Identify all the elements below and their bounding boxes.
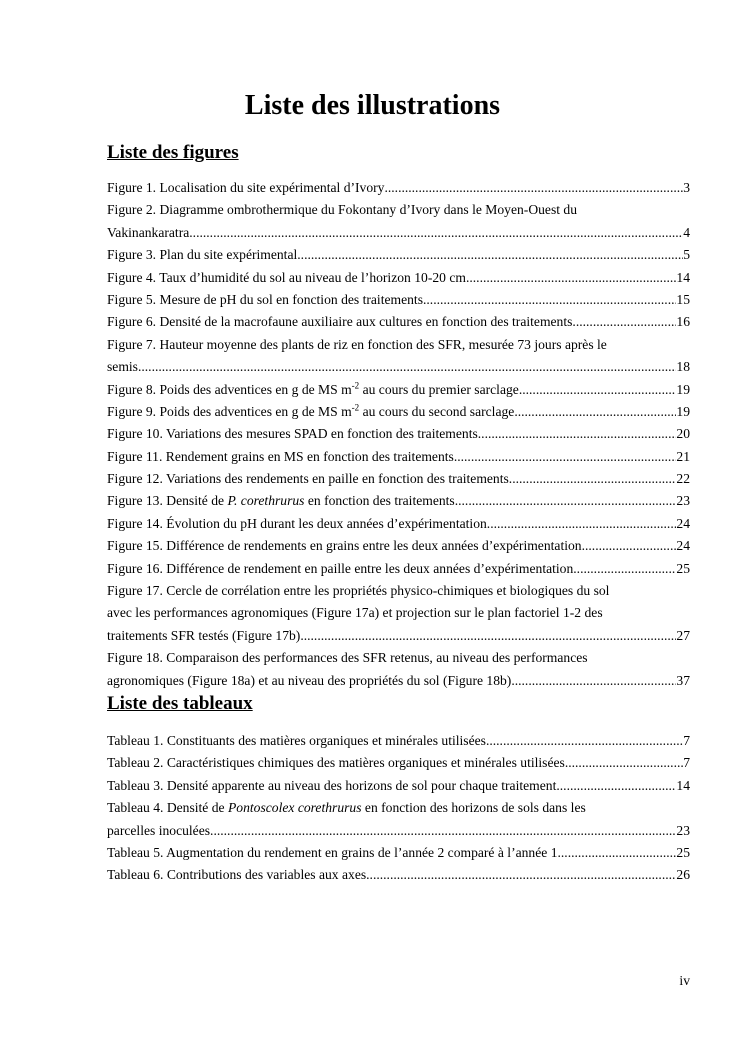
figure-entry-10[interactable]: Figure 10. Variations des mesures SPAD en fonction des traitements ..... 20 [107, 423, 690, 445]
page-ref: 14 [676, 269, 690, 285]
figure-entry-7[interactable]: Figure 7. Hauteur moyenne des plants de riz en fonction des SFR, mesurée 73 jours après le semis ..... 18 [107, 334, 690, 379]
page-ref: 18 [676, 359, 690, 375]
figure-entry-3[interactable]: Figure 3. Plan du site expérimental ..... 5 [107, 244, 690, 266]
page-ref: 19 [676, 403, 690, 419]
figure-entry-5[interactable]: Figure 5. Mesure de pH du sol en fonction des traitements ..... 15 [107, 289, 690, 311]
figure-entry-18[interactable]: Figure 18. Comparaison des performances des SFR retenus, au niveau des performances agronomiques (Figure 18a) et au niveau des propriétés du sol (Figure 18b).. ..... 37 [107, 647, 690, 692]
table-entry-4[interactable]: Tableau 4. Densité de Pontoscolex corethrurus en fonction des horizons de sols dans les parcelles inoculées ..... 23 [107, 797, 690, 842]
page-ref: 25 [676, 844, 690, 860]
page-ref: 15 [676, 291, 690, 307]
figure-entry-14[interactable]: Figure 14. Évolution du pH durant les deux années d’expérimentation ..... 24 [107, 513, 690, 535]
page-ref: 24 [676, 538, 690, 554]
page-ref: 25 [676, 560, 690, 576]
page-ref: 7 [683, 733, 690, 748]
page-ref: 5 [683, 247, 690, 263]
figure-entry-16[interactable]: Figure 16. Différence de rendement en paille entre les deux années d’expérimentation ..... 25 [107, 558, 690, 580]
table-entry-5[interactable]: Tableau 5. Augmentation du rendement en grains de l’année 2 comparé à l’année 1 ..... 25 [107, 842, 690, 864]
page-ref: 14 [676, 777, 690, 793]
figures-heading: Liste des figures [107, 142, 239, 163]
page-ref: 4 [683, 224, 690, 240]
figure-entry-4[interactable]: Figure 4. Taux d’humidité du sol au niveau de l’horizon 10-20 cm ..... 14 [107, 267, 690, 289]
figure-entry-9[interactable]: Figure 9. Poids des adventices en g de MS $m^{-2}$ au cours du second sarclage ..... 19 [107, 401, 690, 423]
table-entry-6[interactable]: Tableau 6. Contributions des variables aux axes ..... 26 [107, 864, 690, 886]
page-title: Liste des illustrations [244, 90, 501, 121]
table-entry-1[interactable]: Tableau 1. Constituants des matières organiques et minérales utilisées ..... 7 [107, 730, 690, 752]
page-ref: 23 [676, 493, 690, 509]
page-ref: 23 [676, 822, 690, 838]
page-ref: 21 [676, 448, 690, 464]
table-entry-3[interactable]: Tableau 3. Densité apparente au niveau des horizons de sol pour chaque traitement ..... 14 [107, 775, 690, 797]
page-ref: 22 [676, 471, 690, 487]
page-ref: 16 [676, 314, 690, 330]
page-ref: 3 [683, 180, 690, 195]
page-ref: 26 [676, 867, 690, 883]
page-ref: 37 [676, 672, 690, 688]
figure-entry-15[interactable]: Figure 15. Différence de rendements en grains entre les deux années d’expérimentation ..... 24 [107, 535, 690, 557]
tables-list [107, 730, 690, 887]
figure-entry-12[interactable]: Figure 12. Variations des rendements en paille en fonction des traitements ..... 22 [107, 468, 690, 490]
page-ref: 7 [683, 755, 690, 771]
page-ref: 20 [676, 426, 690, 442]
figure-entry-8[interactable]: Figure 8. Poids des adventices en g de MS $m^{-2}$ au cours du premier sarclage ..... 19 [107, 379, 690, 401]
figure-entry-1[interactable]: Figure 1. Localisation du site expérimental d’Ivory ..... 3 [107, 177, 690, 199]
page-ref: 19 [676, 381, 690, 397]
table-entry-2[interactable]: Tableau 2. Caractéristiques chimiques des matières organiques et minérales utilisées ..... 7 [107, 752, 690, 774]
figure-entry-6[interactable]: Figure 6. Densité de la macrofaune auxiliaire aux cultures en fonction des traitements ..... 16 [107, 311, 690, 333]
figures-list [107, 177, 690, 692]
figure-entry-13[interactable]: Figure 13. Densité de P. corethrurus en fonction des traitements ..... 23 [107, 490, 690, 512]
page-ref: 24 [676, 515, 690, 531]
figure-entry-17[interactable]: Figure 17. Cercle de corrélation entre les propriétés physico-chimiques et biologiques du sol avec les performances agronomiques (Figure 17a) et projection sur le plan factoriel 1-2 des traitements SFR testés (Figure 17b) ..... 27 [107, 580, 690, 647]
page-ref: 27 [676, 627, 690, 643]
tables-heading: Liste des tableaux [107, 693, 253, 714]
figure-entry-2[interactable]: Figure 2. Diagramme ombrothermique du Fokontany d’Ivory dans le Moyen-Ouest du Vakinankaratra ..... 4 [107, 199, 690, 244]
figure-entry-11[interactable]: Figure 11. Rendement grains en MS en fonction des traitements ..... 21 [107, 446, 690, 468]
page-number: iv [679, 973, 690, 988]
